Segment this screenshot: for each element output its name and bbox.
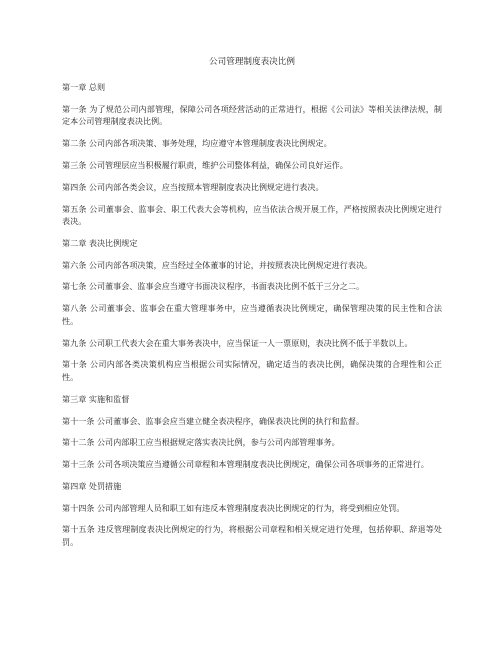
document-title: 公司管理制度表决比例: [209, 57, 295, 67]
chapter-heading: 第三章 实施和监督: [62, 393, 130, 404]
chapter-heading: 第一章 总则: [62, 82, 106, 92]
article-paragraph: 第十三条 公司各项决策应当遵循公司章程和本管理制度表决比例规定，确保公司各项事务的正常进行。: [62, 459, 429, 470]
article-paragraph: 第七条 公司董事会、监事会应当遵守书面决议程序，书面表决比例不低于三分之二。: [62, 281, 365, 292]
article-paragraph: 第五条 公司董事会、监事会、职工代表大会等机构，应当依法合规开展工作，严格按照表决比例规定进行表决。: [62, 203, 442, 227]
article-paragraph: 第十五条 违反管理制度表决比例规定的行为，将根据公司章程和相关规定进行处理，包括停职、辞退等处罚。: [62, 524, 442, 548]
article-paragraph: 第九条 公司职工代表大会在重大事务表决中，应当保证一人一票原则，表决比例不低于半数以上。: [62, 337, 413, 348]
article-paragraph: 第十条 公司内部各类决策机构应当根据公司实际情况，确定适当的表决比例，确保决策的合理性和公正性。: [62, 359, 442, 382]
article-paragraph: 第十一条 公司董事会、监事会应当建立健全表决程序，确保表决比例的执行和监督。: [62, 415, 365, 426]
article-paragraph: 第一条 为了规范公司内部管理，保障公司各项经营活动的正常进行，根据《公司法》等相关法律法规，制定本公司管理制度表决比例。: [62, 103, 442, 127]
article-paragraph: 第十四条 公司内部管理人员和职工如有违反本管理制度表决比例规定的行为，将受到相应处罚。: [62, 502, 405, 513]
chapter-heading: 第四章 处罚措施: [62, 480, 122, 491]
article-paragraph: 第四条 公司内部各类会议，应当按照本管理制度表决比例规定进行表决。: [62, 181, 324, 192]
chapter-heading: 第二章 表决比例规定: [62, 237, 138, 248]
article-paragraph: 第八条 公司董事会、监事会在重大管理事务中，应当遵循表决比例规定，确保管理决策的民主性和合法性。: [62, 303, 442, 326]
article-paragraph: 第三条 公司管理层应当积极履行职责，维护公司整体利益，确保公司良好运作。: [62, 159, 348, 170]
article-paragraph: 第二条 公司内部各项决策、事务处理，均应遵守本管理制度表决比例规定。: [62, 138, 332, 149]
article-paragraph: 第十二条 公司内部职工应当根据规定落实表决比例，参与公司内部管理事务。: [62, 437, 340, 448]
article-paragraph: 第六条 公司内部各项决策，应当经过全体董事的讨论，并按照表决比例规定进行表决。: [62, 259, 373, 270]
